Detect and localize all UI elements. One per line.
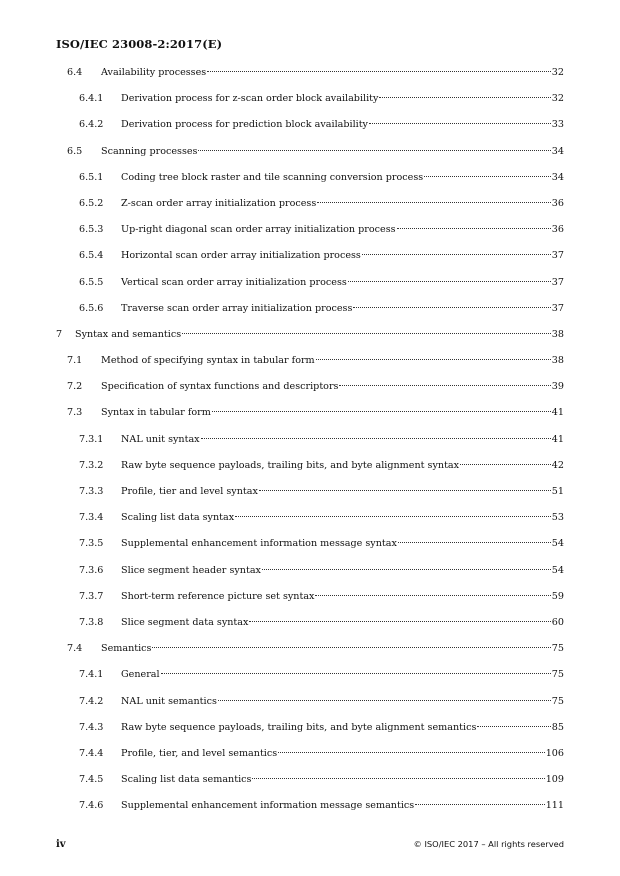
toc-leader-dots [424, 176, 551, 177]
toc-entry-title: Short-term reference picture set syntax [121, 590, 315, 602]
toc-entry-title: Raw byte sequence payloads, trailing bits, and byte alignment semantics [121, 721, 477, 733]
toc-leader-dots [398, 542, 551, 543]
toc-entry-number: 7.2 [67, 381, 83, 393]
toc-entry[interactable] [0, 348, 620, 374]
toc-entry-title: Specification of syntax functions and descriptors [101, 381, 339, 393]
toc-entry-page: 53 [551, 512, 564, 524]
toc-leader-dots [316, 359, 551, 360]
toc-entry-page: 32 [551, 67, 564, 78]
toc-leader-dots [415, 804, 544, 805]
toc-entry[interactable] [0, 243, 620, 269]
toc-entry-title: Scaling list data syntax [121, 512, 235, 524]
toc-entry-number: 6.5.4 [79, 250, 104, 262]
toc-entry-page: 85 [551, 721, 564, 733]
toc-leader-dots [339, 385, 550, 386]
toc-entry-page: 51 [551, 486, 564, 497]
toc-leader-dots [315, 595, 550, 596]
toc-entry-number: 6.4 [67, 67, 83, 78]
toc-entry[interactable] [0, 793, 620, 819]
toc-entry-title: Supplemental enhancement information message syntax [121, 538, 397, 550]
toc-entry-page: 75 [551, 695, 564, 707]
toc-entry-page: 59 [551, 590, 564, 602]
toc-entry-page: 41 [551, 433, 564, 445]
toc-leader-dots [252, 778, 544, 779]
toc-entry-page: 36 [551, 224, 564, 236]
toc-entry-title: Scanning processes [101, 145, 198, 157]
toc-entry-number: 7.3.8 [79, 616, 104, 628]
toc-entry-title: Supplemental enhancement information message semantics [121, 800, 415, 812]
toc-entry-number: 7.1 [67, 355, 83, 367]
toc-entry[interactable] [0, 400, 620, 426]
toc-entry-title: NAL unit syntax [121, 433, 200, 445]
toc-entry-number: 6.5.1 [79, 171, 104, 183]
toc-leader-dots [353, 307, 550, 308]
toc-leader-dots [278, 752, 545, 753]
toc-entry-page: 34 [551, 171, 564, 183]
page-footer [56, 839, 564, 853]
toc-leader-dots [207, 71, 551, 72]
toc-entry-number: 6.4.1 [79, 93, 104, 105]
toc-entry-number: 7.3.4 [79, 512, 104, 524]
document-id-header: ISO/IEC 23008-2:2017(E) [56, 37, 223, 51]
toc-entry[interactable] [0, 741, 620, 767]
toc-leader-dots [460, 464, 551, 465]
toc-entry-page: 38 [551, 355, 564, 367]
toc-leader-dots [379, 97, 550, 98]
toc-entry-number: 7.4.5 [79, 774, 104, 786]
toc-entry-title: Raw byte sequence payloads, trailing bits, and byte alignment syntax [121, 459, 460, 471]
toc-entry[interactable] [0, 531, 620, 557]
toc-entry[interactable] [0, 112, 620, 138]
toc-leader-dots [152, 647, 550, 648]
toc-leader-dots [161, 673, 551, 674]
toc-entry-number: 7.3.6 [79, 564, 104, 576]
toc-entry[interactable] [0, 270, 620, 296]
toc-entry-title: Slice segment header syntax [121, 564, 261, 576]
toc-entry[interactable] [0, 374, 620, 400]
toc-leader-dots [198, 150, 550, 151]
toc-entry-page: 109 [545, 774, 564, 786]
toc-entry-title: Coding tree block raster and tile scanning conversion process [121, 171, 424, 183]
toc-entry[interactable] [0, 191, 620, 217]
toc-leader-dots [212, 411, 551, 412]
toc-entry[interactable] [0, 558, 620, 584]
toc-entry-page: 34 [551, 145, 564, 157]
toc-leader-dots [249, 621, 550, 622]
toc-entry-title: Derivation process for z-scan order block availability [121, 93, 379, 105]
toc-entry-page: 37 [551, 276, 564, 288]
toc-entry-number: 7.4.4 [79, 747, 104, 759]
toc-entry-title: Z-scan order array initialization process [121, 197, 317, 209]
toc-entry-number: 6.5.2 [79, 197, 104, 209]
toc-leader-dots [369, 123, 551, 124]
toc-entry-page: 75 [551, 669, 564, 681]
toc-entry-title: General [121, 669, 160, 681]
toc-entry-page: 42 [551, 459, 564, 471]
toc-leader-dots [201, 438, 551, 439]
toc-entry[interactable] [0, 165, 620, 191]
copyright-notice: © ISO/IEC 2017 – All rights reserved [413, 839, 564, 849]
toc-entry-title: Up-right diagonal scan order array initialization process [121, 224, 396, 236]
toc-entry-title: Profile, tier, and level semantics [121, 747, 278, 759]
toc-entry[interactable] [0, 584, 620, 610]
toc-entry-title: Scaling list data semantics [121, 774, 252, 786]
toc-entry-title: Syntax in tabular form [101, 407, 211, 419]
toc-entry-page: 54 [551, 538, 564, 550]
toc-entry-page: 39 [551, 381, 564, 393]
toc-entry[interactable] [0, 662, 620, 688]
toc-entry-page: 106 [545, 747, 564, 759]
page-number: iv [56, 839, 66, 850]
toc-entry-number: 7.3.2 [79, 459, 104, 471]
toc-entry-number: 7.3.5 [79, 538, 104, 550]
toc-entry-number: 7.4 [67, 643, 83, 655]
toc-leader-dots [317, 202, 551, 203]
toc-leader-dots [348, 281, 551, 282]
toc-entry[interactable] [0, 60, 620, 86]
toc-entry-title: Syntax and semantics [75, 328, 182, 340]
toc-entry[interactable] [0, 322, 620, 348]
toc-leader-dots [182, 333, 551, 334]
toc-entry-title: Profile, tier and level syntax [121, 486, 258, 497]
toc-entry-number: 7.4.3 [79, 721, 104, 733]
toc-entry[interactable] [0, 479, 620, 505]
toc-entry-number: 6.5 [67, 145, 83, 157]
toc-entry-title: Availability processes [101, 67, 207, 78]
toc-entry-title: Horizontal scan order array initialization process [121, 250, 361, 262]
toc-entry-title: Vertical scan order array initialization process [121, 276, 347, 288]
toc-leader-dots [259, 490, 551, 491]
toc-entry-number: 6.5.6 [79, 302, 104, 314]
toc-entry[interactable] [0, 217, 620, 243]
toc-entry-page: 111 [545, 800, 564, 812]
toc-entry[interactable] [0, 453, 620, 479]
toc-entry-number: 7.4.2 [79, 695, 104, 707]
toc-entry[interactable] [0, 427, 620, 453]
table-of-contents [0, 60, 620, 819]
toc-entry[interactable] [0, 139, 620, 165]
toc-entry-page: 33 [551, 119, 564, 131]
toc-leader-dots [397, 228, 551, 229]
toc-entry-number: 7.4.6 [79, 800, 104, 812]
toc-entry[interactable] [0, 767, 620, 793]
toc-entry-title: NAL unit semantics [121, 695, 217, 707]
toc-leader-dots [362, 254, 551, 255]
toc-leader-dots [477, 726, 550, 727]
toc-entry-number: 6.5.5 [79, 276, 104, 288]
toc-entry[interactable] [0, 296, 620, 322]
toc-entry-title: Derivation process for prediction block availability [121, 119, 368, 131]
toc-leader-dots [235, 516, 551, 517]
toc-leader-dots [262, 569, 551, 570]
toc-entry-number: 6.4.2 [79, 119, 104, 131]
toc-leader-dots [218, 700, 551, 701]
toc-entry-page: 37 [551, 250, 564, 262]
toc-entry-page: 54 [551, 564, 564, 576]
toc-entry[interactable] [0, 689, 620, 715]
toc-entry-page: 36 [551, 197, 564, 209]
toc-entry-page: 38 [551, 328, 564, 340]
toc-entry-page: 75 [551, 643, 564, 655]
toc-entry-page: 37 [551, 302, 564, 314]
toc-entry[interactable] [0, 505, 620, 531]
toc-entry[interactable] [0, 610, 620, 636]
toc-entry-title: Slice segment data syntax [121, 616, 249, 628]
toc-entry-page: 32 [551, 93, 564, 105]
toc-entry[interactable] [0, 715, 620, 741]
toc-entry[interactable] [0, 636, 620, 662]
toc-entry[interactable] [0, 86, 620, 112]
toc-entry-page: 41 [551, 407, 564, 419]
toc-entry-number: 7.4.1 [79, 669, 104, 681]
toc-entry-number: 6.5.3 [79, 224, 104, 236]
toc-entry-number: 7.3.1 [79, 433, 104, 445]
toc-entry-number: 7.3 [67, 407, 83, 419]
toc-entry-number: 7.3.3 [79, 486, 104, 497]
toc-entry-page: 60 [551, 616, 564, 628]
toc-entry-title: Method of specifying syntax in tabular form [101, 355, 315, 367]
toc-entry-title: Traverse scan order array initialization process [121, 302, 353, 314]
toc-entry-number: 7 [56, 328, 63, 340]
toc-entry-number: 7.3.7 [79, 590, 104, 602]
toc-entry-title: Semantics [101, 643, 152, 655]
